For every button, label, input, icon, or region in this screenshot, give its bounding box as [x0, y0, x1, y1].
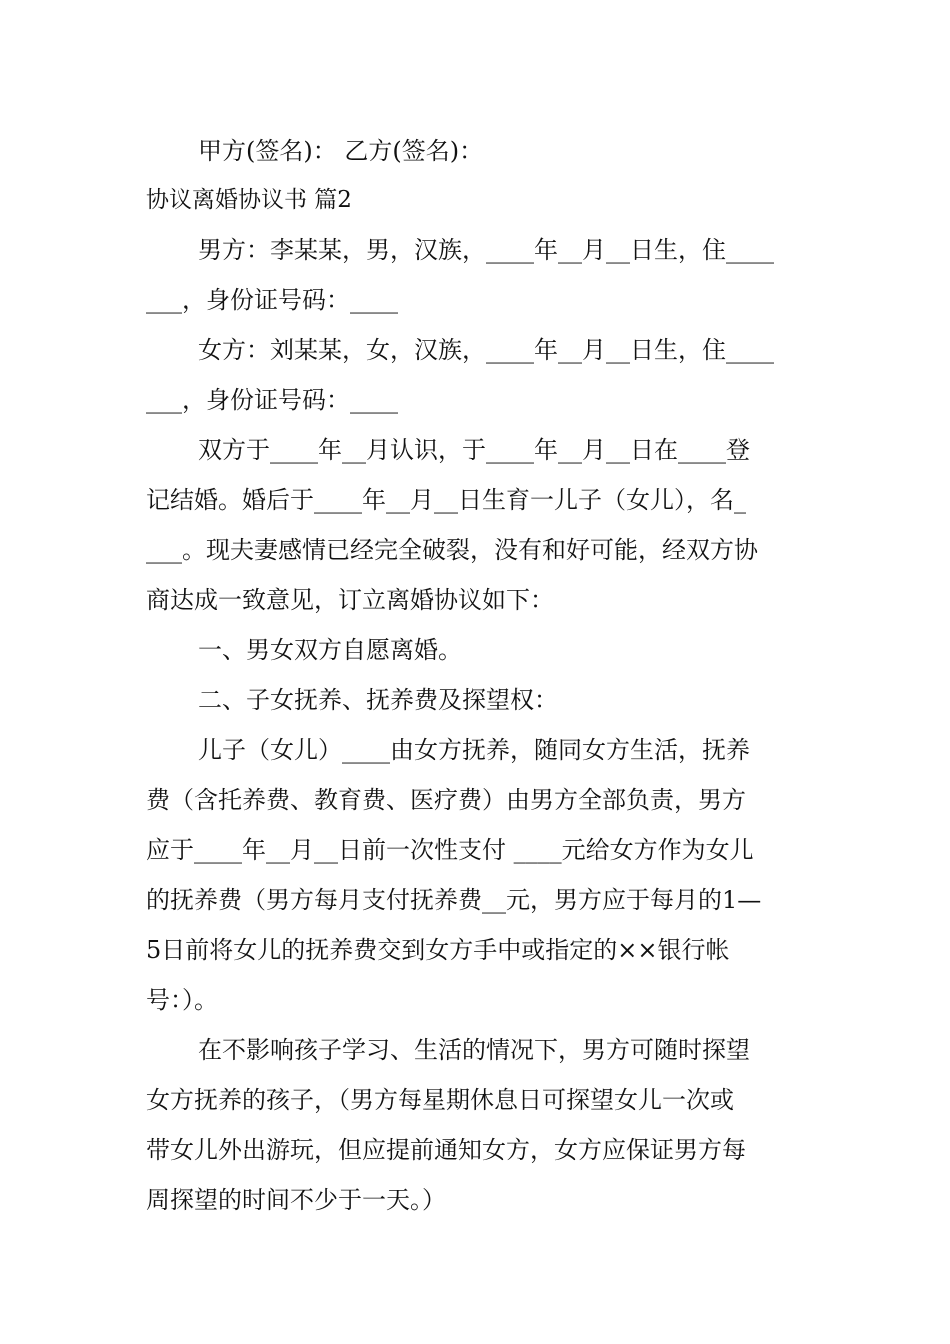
paragraph-line: 的抚养费（男方每月支付抚养费__元，男方应于每月的1— [146, 886, 762, 914]
paragraph-line: 5日前将女儿的抚养费交到女方手中或指定的××银行帐 [146, 936, 730, 964]
signature-line: 甲方(签名)： 乙方(签名)： [198, 137, 484, 165]
paragraph-line: 商达成一致意见，订立离婚协议如下： [146, 586, 554, 614]
paragraph-line: 号：）。 [146, 986, 218, 1014]
paragraph-line: 男方：李某某，男，汉族，____年__月__日生，住____ [198, 236, 774, 264]
paragraph-line: 记结婚。婚后于____年__月__日生育一儿子（女儿），名_ [146, 486, 746, 514]
paragraph-line: 双方于____年__月认识，于____年__月__日在____登 [198, 436, 750, 464]
paragraph-line: ___。现夫妻感情已经完全破裂，没有和好可能，经双方协 [146, 536, 758, 564]
paragraph-line: 在不影响孩子学习、生活的情况下，男方可随时探望 [198, 1036, 750, 1064]
paragraph-line: ___，身份证号码：____ [146, 286, 398, 314]
paragraph-line: 带女儿外出游玩，但应提前通知女方，女方应保证男方每 [146, 1136, 746, 1164]
section-title: 协议离婚协议书 篇2 [146, 187, 352, 213]
paragraph-line: 应于____年__月__日前一次性支付 ____元给女方作为女儿 [146, 836, 754, 864]
paragraph-line: ___，身份证号码：____ [146, 386, 398, 414]
paragraph-line: 二、子女抚养、抚养费及探望权： [198, 686, 558, 714]
paragraph-line: 女方抚养的孩子，（男方每星期休息日可探望女儿一次或 [146, 1086, 734, 1114]
paragraph-line: 费（含托养费、教育费、医疗费）由男方全部负责，男方 [146, 786, 746, 814]
paragraph-line: 女方：刘某某，女，汉族，____年__月__日生，住____ [198, 336, 774, 364]
paragraph-line: 儿子（女儿）____由女方抚养，随同女方生活，抚养 [198, 736, 750, 764]
paragraph-line: 周探望的时间不少于一天。） [146, 1186, 446, 1214]
paragraph-line: 一、男女双方自愿离婚。 [198, 636, 462, 664]
